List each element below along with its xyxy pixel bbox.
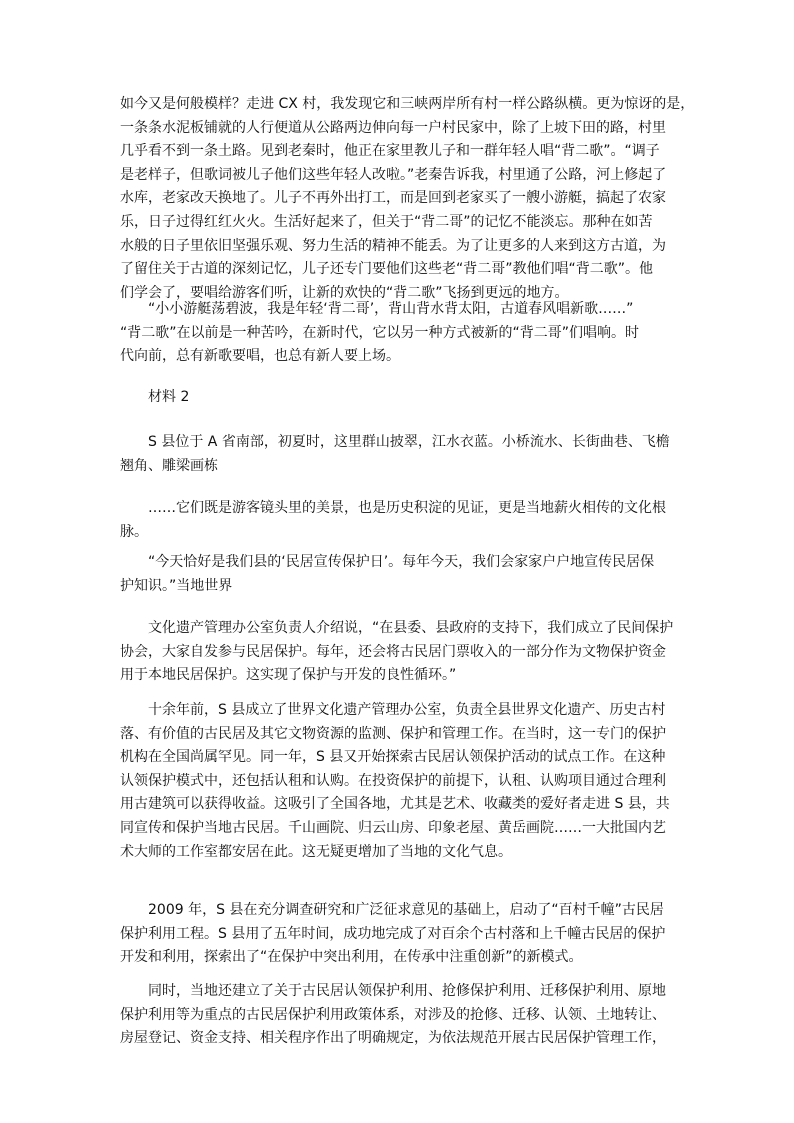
text-line: 用于本地民居保护。这实现了保护与开发的良性循环。” (120, 667, 457, 684)
text-line: 2009 年，S 县在充分调查研究和广泛征求意见的基础上，启动了“百村千幢”古民居 (148, 902, 664, 918)
paragraph-6 (120, 617, 680, 688)
text-line: 十余年前，S 县成立了世界文化遗产管理办公室，负责全县世界文化遗产、历史古村 (148, 702, 666, 718)
paragraph-3 (120, 431, 680, 478)
text-line: 是老样子，但歌词被儿子他们这些年轻人改啦。”老秦告诉我，村里通了公路，河上修起了 (120, 166, 667, 183)
text-line: S 县位于 A 省南部，初夏时，这里群山披翠，江水衣蓝。小桥流水、长街曲巷、飞檐 (148, 434, 670, 450)
section-heading (120, 386, 680, 410)
text-line: 同宣传和保护当地古民居。千山画院、归云山房、印象老屋、黄岳画院……一大批国内艺 (120, 819, 666, 836)
text-line: 房屋登记、资金支持、相关程序作出了明确规定，为依法规范开展古民居保护管理工作， (120, 1030, 666, 1047)
text-line: 们学会了，要唱给游客们听，让新的欢快的“背二歌”飞扬到更远的地方。 (120, 284, 569, 301)
text-line: 开发和利用，探索出了“在保护中突出利用，在传承中注重创新”的新模式。 (120, 949, 583, 966)
text-line: 护知识。”当地世界 (120, 577, 233, 594)
text-line: 协会，大家自发参与民居保护。每年，还会将古民居门票收入的一部分作为文物保护资金 (120, 643, 666, 660)
text-line: 用古建筑可以获得收益。这吸引了全国各地，尤其是艺术、收藏类的爱好者走进 S 县，共 (120, 796, 670, 813)
text-line: 乐，日子过得红红火火。生活好起来了，但关于“背二哥”的记忆不能淡忘。那种在如苦 (120, 213, 653, 230)
text-line: “小小游艇荡碧波，我是年轻‘背二哥’，背山背水背太阳，古道春风唱新歌……” (148, 301, 634, 317)
text-line: 同时，当地还建立了关于古民居认领保护利用、抢修保护利用、迁移保护利用、原地 (148, 983, 666, 999)
text-line: 保护利用工程。S 县用了五年时间，成功地完成了对百余个古村落和上千幢古民居的保护 (120, 925, 666, 942)
text-line: 落、有价值的古民居及其它文物资源的监测、保护和管理工作。在当时，这一专门的保护 (120, 725, 666, 742)
text-line: 水般的日子里依旧坚强乐观、努力生活的精神不能丢。为了让更多的人来到这方古道，为 (120, 237, 666, 254)
text-line: 了留住关于古道的深刻记忆，儿子还专门要他们这些老“背二哥”教他们唱“背二歌”。他 (120, 261, 654, 278)
text-line: “背二歌”在以前是一种苦吟，在新时代，它以另一种方式被新的“背二哥”们唱响。时 (120, 324, 640, 341)
text-line: 脉。 (120, 523, 148, 540)
material-label: 材料 2 (148, 389, 190, 405)
text-line: 水库，老家改天换地了。儿子不再外出打工，而是回到老家买了一艘小游艇，搞起了农家 (120, 190, 666, 207)
text-line: 代向前，总有新歌要唱，也总有新人要上场。 (120, 348, 400, 365)
paragraph-9 (120, 980, 680, 1051)
paragraph-1 (120, 93, 695, 305)
paragraph-4 (120, 497, 680, 544)
paragraph-8 (120, 899, 680, 970)
text-line: 一条条水泥板铺就的人行便道从公路两边伸向每一户村民家中，除了上坡下田的路，村里 (120, 119, 666, 136)
text-line: 几乎看不到一条土路。见到老秦时，他正在家里教儿子和一群年轻人唱“背二歌”。“调子 (120, 143, 660, 160)
text-line: 机构在全国尚属罕见。同一年，S 县又开始探索古民居认领保护活动的试点工作。在这种 (120, 749, 666, 766)
paragraph-2 (120, 298, 680, 369)
text-line: “今天恰好是我们县的‘民居宣传保护日’。每年今天，我们会家家户户地宣传民居保 (148, 554, 655, 570)
text-line: 认领保护模式中，还包括认租和认购。在投资保护的前提下，认租、认购项目通过合理利 (120, 772, 666, 789)
paragraph-5 (120, 551, 680, 598)
text-line: 翘角、雕梁画栋 (120, 457, 218, 474)
text-line: 保护利用等为重点的古民居保护利用政策体系，对涉及的抢修、迁移、认领、土地转让、 (120, 1006, 666, 1023)
text-line: ……它们既是游客镜头里的美景，也是历史积淀的见证，更是当地薪火相传的文化根 (148, 500, 666, 516)
text-line: 术大师的工作室都安居在此。这无疑更增加了当地的文化气息。 (120, 843, 512, 860)
paragraph-7 (120, 699, 680, 864)
text-line: 如今又是何般模样？走进 CX 村，我发现它和三峡两岸所有村一样公路纵横。更为惊讶的是， (120, 96, 695, 112)
text-line: 文化遗产管理办公室负责人介绍说，“在县委、县政府的支持下，我们成立了民间保护 (148, 620, 674, 636)
